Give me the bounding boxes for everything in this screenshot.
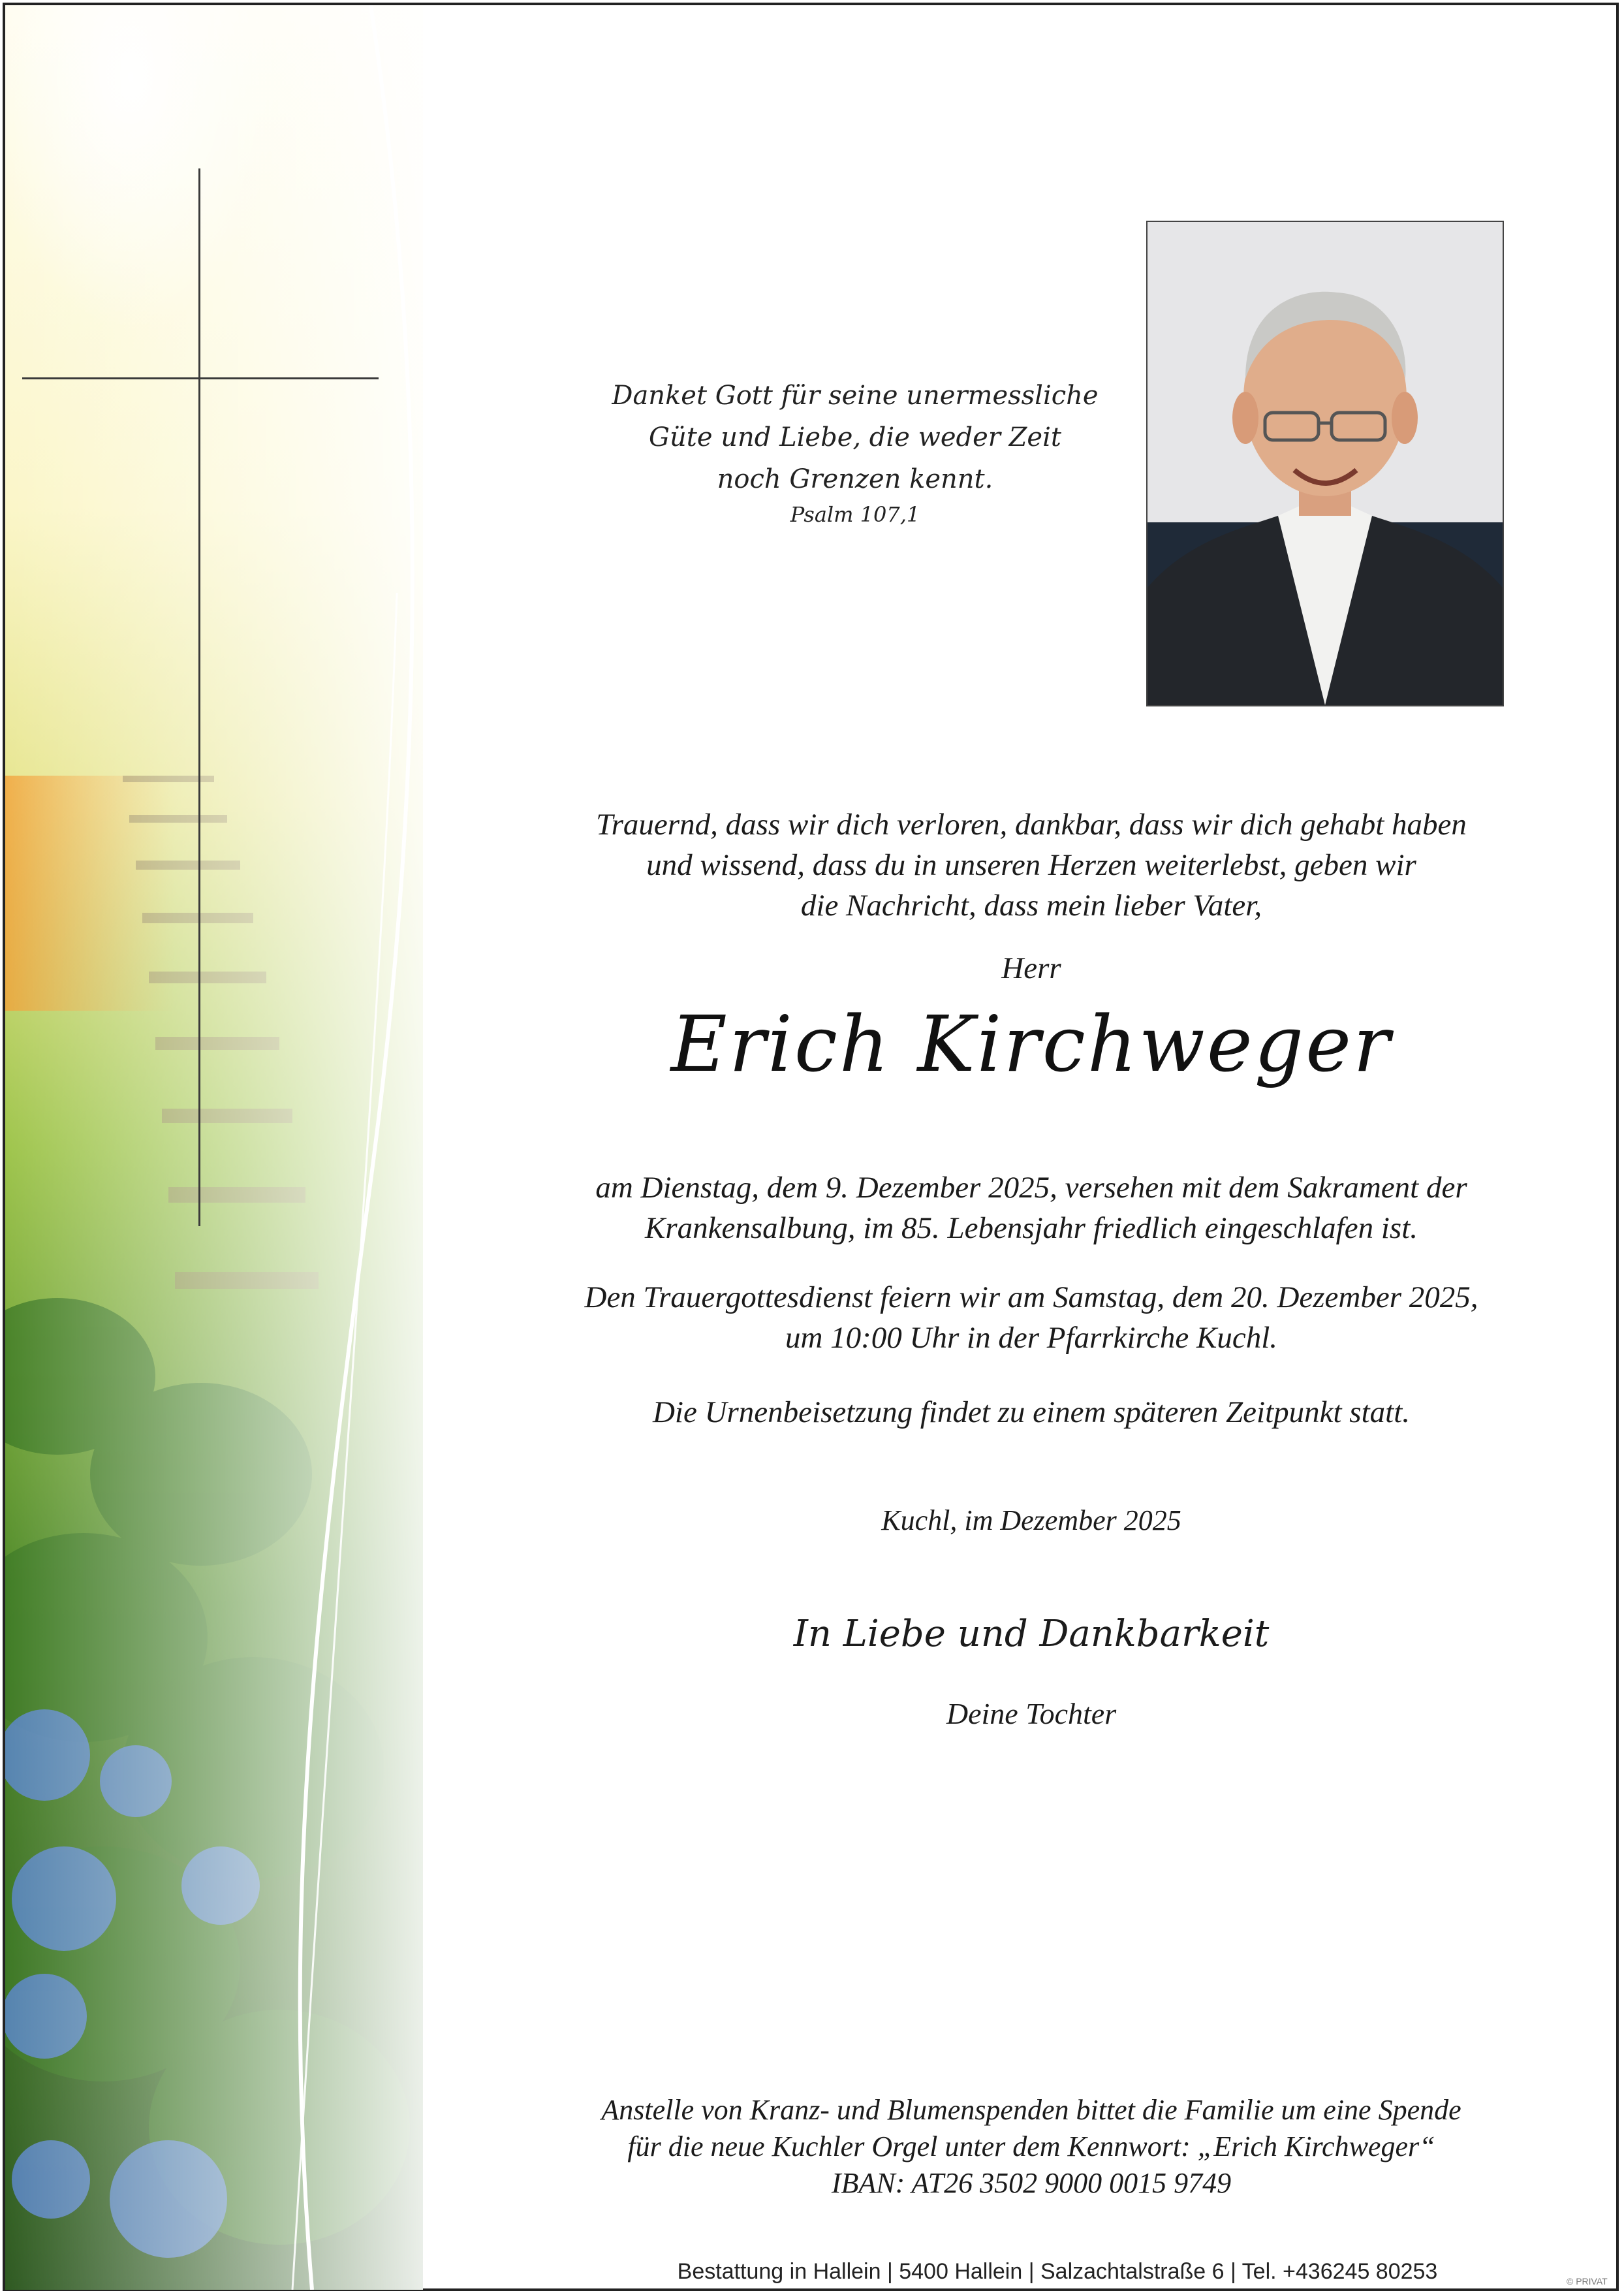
death-notice-line: am Dienstag, dem 9. Dezember 2025, versehen mit dem Sakrament der [595,1171,1467,1205]
psalm-line: noch Grenzen kennt. [717,464,993,494]
death-notice-line: Krankensalbung, im 85. Lebensjahr friedlich eingeschlafen ist. [644,1211,1418,1245]
donation-iban: IBAN: AT26 3502 9000 0015 9749 [831,2167,1232,2199]
intro-line: die Nachricht, dass mein lieber Vater, [800,889,1262,923]
deceased-name: Erich Kirchweger [670,999,1392,1089]
funeral-home-footer: Bestattung in Hallein | 5400 Hallein | Salzachtalstraße 6 | Tel. +436245 80253 [677,2259,1438,2284]
salutation: Herr [1001,951,1061,985]
cross-horizontal-bar [22,377,379,379]
place-date: Kuchl, im Dezember 2025 [881,1504,1181,1536]
cross-vertical-bar [198,168,200,1226]
mourners: Deine Tochter [946,1697,1117,1730]
service-info [509,1277,1554,1358]
donation-line: für die neue Kuchler Orgel unter dem Kennwort: „Erich Kirchweger“ [627,2130,1435,2162]
portrait-photo [1146,221,1504,706]
donation-request [509,2092,1554,2202]
photo-credit: © PRIVAT [1567,2276,1608,2287]
intro-text [509,804,1554,926]
death-notice [509,1167,1554,1248]
psalm-line: Güte und Liebe, die weder Zeit [649,422,1061,452]
intro-line: Trauernd, dass wir dich verloren, dankbar, dass wir dich gehabt haben [596,808,1467,842]
urn-burial-info: Die Urnenbeisetzung findet zu einem späteren Zeitpunkt statt. [652,1395,1411,1429]
intro-line: und wissend, dass du in unseren Herzen weiterlebst, geben wir [646,848,1416,882]
psalm-line: Danket Gott für seine unermessliche [612,381,1099,411]
psalm-quote [496,375,1214,529]
psalm-reference: Psalm 107,1 [790,502,920,527]
donation-line: Anstelle von Kranz- und Blumenspenden bittet die Familie um eine Spende [601,2094,1461,2126]
garden-stairs-image [5,5,423,2290]
closing-phrase: In Liebe und Dankbarkeit [793,1613,1270,1655]
service-line: Den Trauergottesdienst feiern wir am Samstag, dem 20. Dezember 2025, [584,1280,1478,1314]
service-line: um 10:00 Uhr in der Pfarrkirche Kuchl. [785,1321,1278,1355]
